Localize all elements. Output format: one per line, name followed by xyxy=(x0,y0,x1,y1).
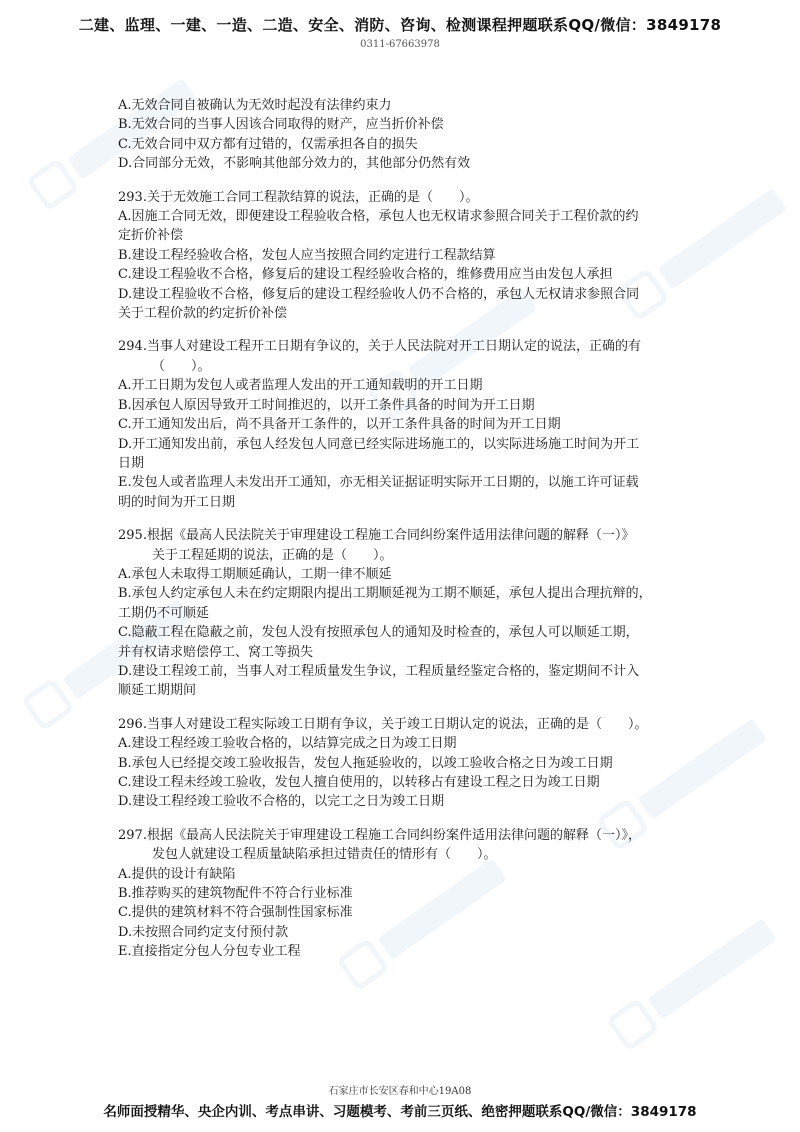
option-line: C.无效合同中双方都有过错的，仅需承担各自的损失 xyxy=(118,136,418,152)
question-stem: 293.关于无效施工合同工程款结算的说法，正确的是（ ）。 xyxy=(118,189,479,205)
option-line: 并有权请求赔偿停工、窝工等损失 xyxy=(118,644,314,660)
option-line: C.开工通知发出后，尚不具备开工条件的，以开工条件具备的时间为开工日期 xyxy=(118,417,561,433)
option-line: 明的时间为开工日期 xyxy=(118,494,236,510)
option-line: 日期 xyxy=(118,455,145,471)
option-line: B.建设工程经验收合格，发包人应当按照合同约定进行工程款结算 xyxy=(118,247,496,263)
question-stem: 295.根据《最高人民法院关于审理建设工程施工合同纠纷案件适用法律问题的解释（一）》 xyxy=(118,528,635,544)
header-phone: 0311-67663978 xyxy=(360,39,440,50)
question-stem: 294.当事人对建设工程开工日期有争议的，关于人民法院对开工日期认定的说法，正确的有 xyxy=(118,339,641,355)
question-293 xyxy=(118,188,683,324)
intro-options xyxy=(118,96,683,174)
question-297 xyxy=(118,826,683,962)
option-line: A.建设工程经竣工验收合格的，以结算完成之日为竣工日期 xyxy=(118,736,457,752)
option-line: B.因承包人原因导致开工时间推迟的，以开工条件具备的时间为开工日期 xyxy=(118,397,535,413)
option-line: D.开工通知发出前，承包人经发包人同意已经实际进场施工的，以实际进场施工时间为开工 xyxy=(118,436,640,452)
option-line: A.无效合同自被确认为无效时起没有法律约束力 xyxy=(118,98,392,113)
option-line: D.建设工程竣工前，当事人对工程质量发生争议，工程质量经鉴定合格的，鉴定期间不计入 xyxy=(118,663,640,679)
option-line: C.提供的建筑材料不符合强制性国家标准 xyxy=(118,905,353,921)
option-line: D.建设工程验收不合格，修复后的建设工程经验收人仍不合格的，承包人无权请求参照合同 xyxy=(118,286,640,302)
option-line: C.隐蔽工程在隐蔽之前，发包人没有按照承包人的通知及时检查的，承包人可以顺延工期， xyxy=(118,625,639,641)
question-stem: （ ）。 xyxy=(152,358,211,374)
question-stem: 发包人就建设工程质量缺陷承担过错责任的情形有（ ）。 xyxy=(152,847,497,863)
footer-address: 石家庄市长安区春和中心19A08 xyxy=(328,1086,472,1097)
option-line: D.建设工程经竣工验收不合格的，以完工之日为竣工日期 xyxy=(118,794,445,810)
question-stem: 关于工程延期的说法，正确的是（ ）。 xyxy=(152,547,393,563)
option-line: B.无效合同的当事人因该合同取得的财产，应当折价补偿 xyxy=(118,117,444,133)
option-line: B.承包人约定承包人未在约定期限内提出工期顺延视为工期不顺延，承包人提出合理抗辩的， xyxy=(118,586,652,602)
option-line: B.推荐购买的建筑物配件不符合行业标准 xyxy=(118,886,353,902)
option-line: A.提供的设计有缺陷 xyxy=(118,866,236,882)
option-line: C.建设工程验收不合格，修复后的建设工程经验收合格的，维修费用应当由发包人承担 xyxy=(118,267,613,283)
option-line: D.合同部分无效，不影响其他部分效力的，其他部分仍然有效 xyxy=(118,156,471,172)
option-line: E.直接指定分包人分包专业工程 xyxy=(118,944,301,960)
option-line: D.未按照合同约定支付预付款 xyxy=(118,924,289,940)
option-line: A.因施工合同无效，即便建设工程验收合格，承包人也无权请求参照合同关于工程价款的约 xyxy=(118,209,639,225)
header-title: 二建、监理、一建、一造、二造、安全、消防、咨询、检测课程押题联系QQ/微信：3849178 xyxy=(78,16,722,34)
option-line: A.承包人未取得工期顺延确认，工期一律不顺延 xyxy=(118,566,392,582)
question-295 xyxy=(118,526,683,701)
question-294 xyxy=(118,337,683,512)
question-stem: 296.当事人对建设工程实际竣工日期有争议，关于竣工日期认定的说法，正确的是（ ）。 xyxy=(118,716,648,732)
footer-title: 名师面授精华、央企内训、考点串讲、习题模考、考前三页纸、绝密押题联系QQ/微信：3849178 xyxy=(103,1104,697,1120)
option-line: 顺延工期期间 xyxy=(118,683,197,699)
option-line: 工期仍不可顺延 xyxy=(118,605,210,621)
question-list xyxy=(118,96,683,976)
option-line: E.发包人或者监理人未发出开工通知，亦无相关证据证明实际开工日期的，以施工许可证载 xyxy=(118,475,639,491)
question-stem: 297.根据《最高人民法院关于审理建设工程施工合同纠纷案件适用法律问题的解释（一）》， xyxy=(118,827,641,843)
option-line: 关于工程价款的约定折价补偿 xyxy=(118,306,288,322)
question-296 xyxy=(118,715,683,812)
option-line: 定折价补偿 xyxy=(118,228,184,244)
option-line: B.承包人已经提交竣工验收报告，发包人拖延验收的，以竣工验收合格之日为竣工日期 xyxy=(118,755,613,771)
option-line: A.开工日期为发包人或者监理人发出的开工通知载明的开工日期 xyxy=(118,378,483,394)
option-line: C.建设工程未经竣工验收，发包人擅自使用的，以转移占有建设工程之日为竣工日期 xyxy=(118,775,600,790)
